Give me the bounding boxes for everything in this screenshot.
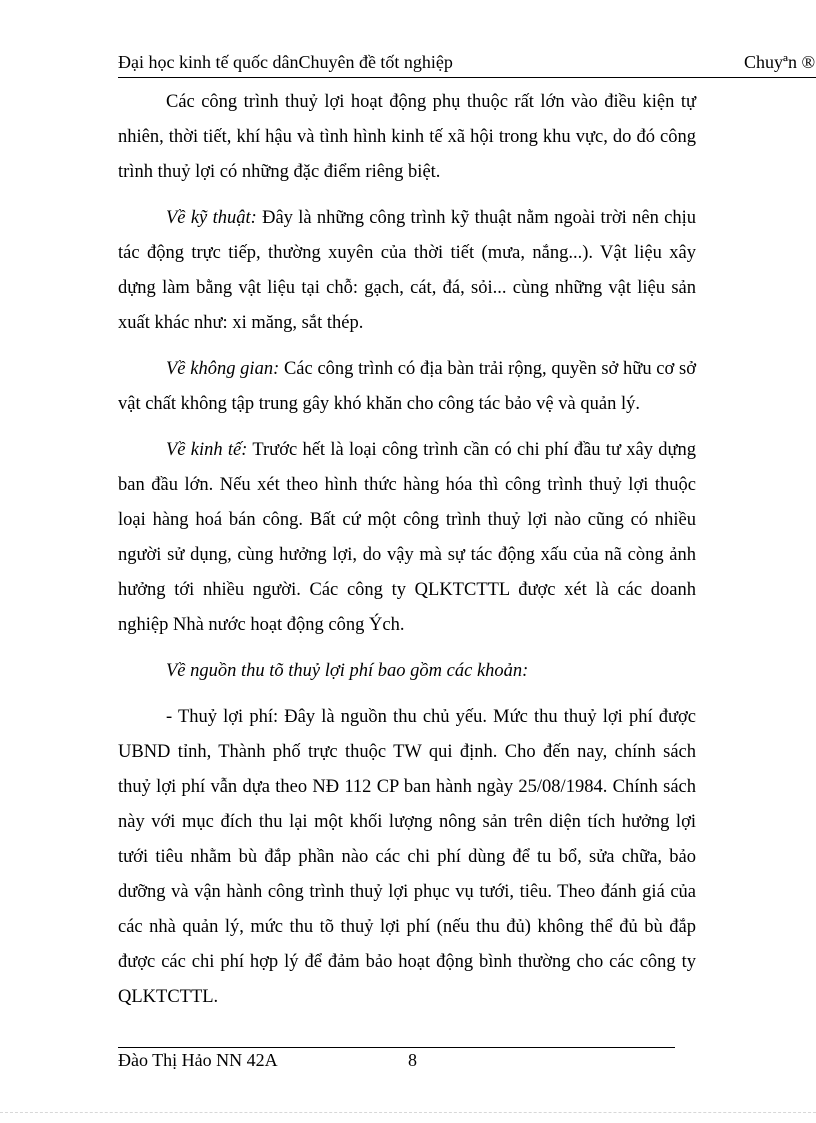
page-number: 8 <box>408 1050 417 1070</box>
text-technical: Đây là những công trình kỹ thuật nằm ngoài trời nên chịu tác động trực tiếp, thường xuyên của thời tiết (mưa, nắng...). Vật liệu xây dựng làm bằng vật liệu tại chỗ: gạch, cát, đá, sỏi... cùng những vật liệu sản xuất khác như: xi măng, sắt thép. <box>118 208 696 333</box>
paragraph-economic <box>118 433 696 643</box>
label-technical: Về kỹ thuật: <box>166 208 257 228</box>
text-economic: Trước hết là loại công trình cần có chi phí đầu tư xây dựng ban đầu lớn. Nếu xét theo hình thức hàng hóa thì công trình thuỷ lợi thuộc loại hàng hoá bán công. Bất cứ một công trình thuỷ lợi nào cũng có nhiều người sử dụng, cùng hưởng lợi, do vậy mà sự tác động xấu của nã còng ảnh hưởng tới nhiều người. Các công ty QLKTCTTL được xét là các doanh nghiệp Nhà nước hoạt động công Ých. <box>118 440 697 635</box>
paragraph-revenue-heading: Về nguồn thu tõ thuỷ lợi phí bao gồm các khoản: <box>166 661 529 681</box>
paragraph-intro: Các công trình thuỷ lợi hoạt động phụ thuộc rất lớn vào điều kiện tự nhiên, thời tiết, khí hậu và tình hình kinh tế xã hội trong khu vực, do đó công trình thuỷ lợi có những đặc điểm riêng biệt. <box>118 92 696 182</box>
header-rule <box>118 77 816 78</box>
paragraph-technical <box>118 201 696 341</box>
paragraph-irrigation-fee: - Thuỷ lợi phí: Đây là nguồn thu chủ yếu. Mức thu thuỷ lợi phí được UBND tỉnh, Thành phố trực thuộc TW qui định. Cho đến nay, chính sách thuỷ lợi phí vẫn dựa theo NĐ 112 CP ban hành ngày 25/08/1984. Chính sách này với mục đích thu lại một khối lượng nông sản trên diện tích hưởng lợi tưới tiêu nhằm bù đắp phần nào các chi phí dùng để tu bổ, sửa chữa, bảo dưỡng và vận hành công trình thuỷ lợi phục vụ tưới, tiêu. Theo đánh giá của các nhà quản lý, mức thu tõ thuỷ lợi phí (nếu thu đủ) không thể đủ bù đắp được các chi phí hợp lý để đảm bảo hoạt động bình thường cho các công ty QLKTCTTL. <box>118 707 696 1007</box>
footer-author: Đào Thị Hảo NN 42A <box>118 1050 278 1070</box>
text-space: Các công trình có địa bàn trải rộng, quyền sở hữu cơ sở vật chất không tập trung gây khó khăn cho công tác bảo vệ và quản lý. <box>118 359 696 414</box>
running-header-left: Đại học kinh tế quốc dânChuyên đề tốt nghiệp <box>118 52 453 72</box>
page-edge <box>0 1112 816 1113</box>
running-header-right: Chuyªn ® <box>744 52 816 72</box>
footer-rule <box>118 1047 675 1048</box>
paragraph-space <box>118 352 696 422</box>
label-space: Về không gian: <box>166 359 280 379</box>
label-economic: Về kinh tế: <box>166 440 248 460</box>
document-body <box>118 85 696 1026</box>
